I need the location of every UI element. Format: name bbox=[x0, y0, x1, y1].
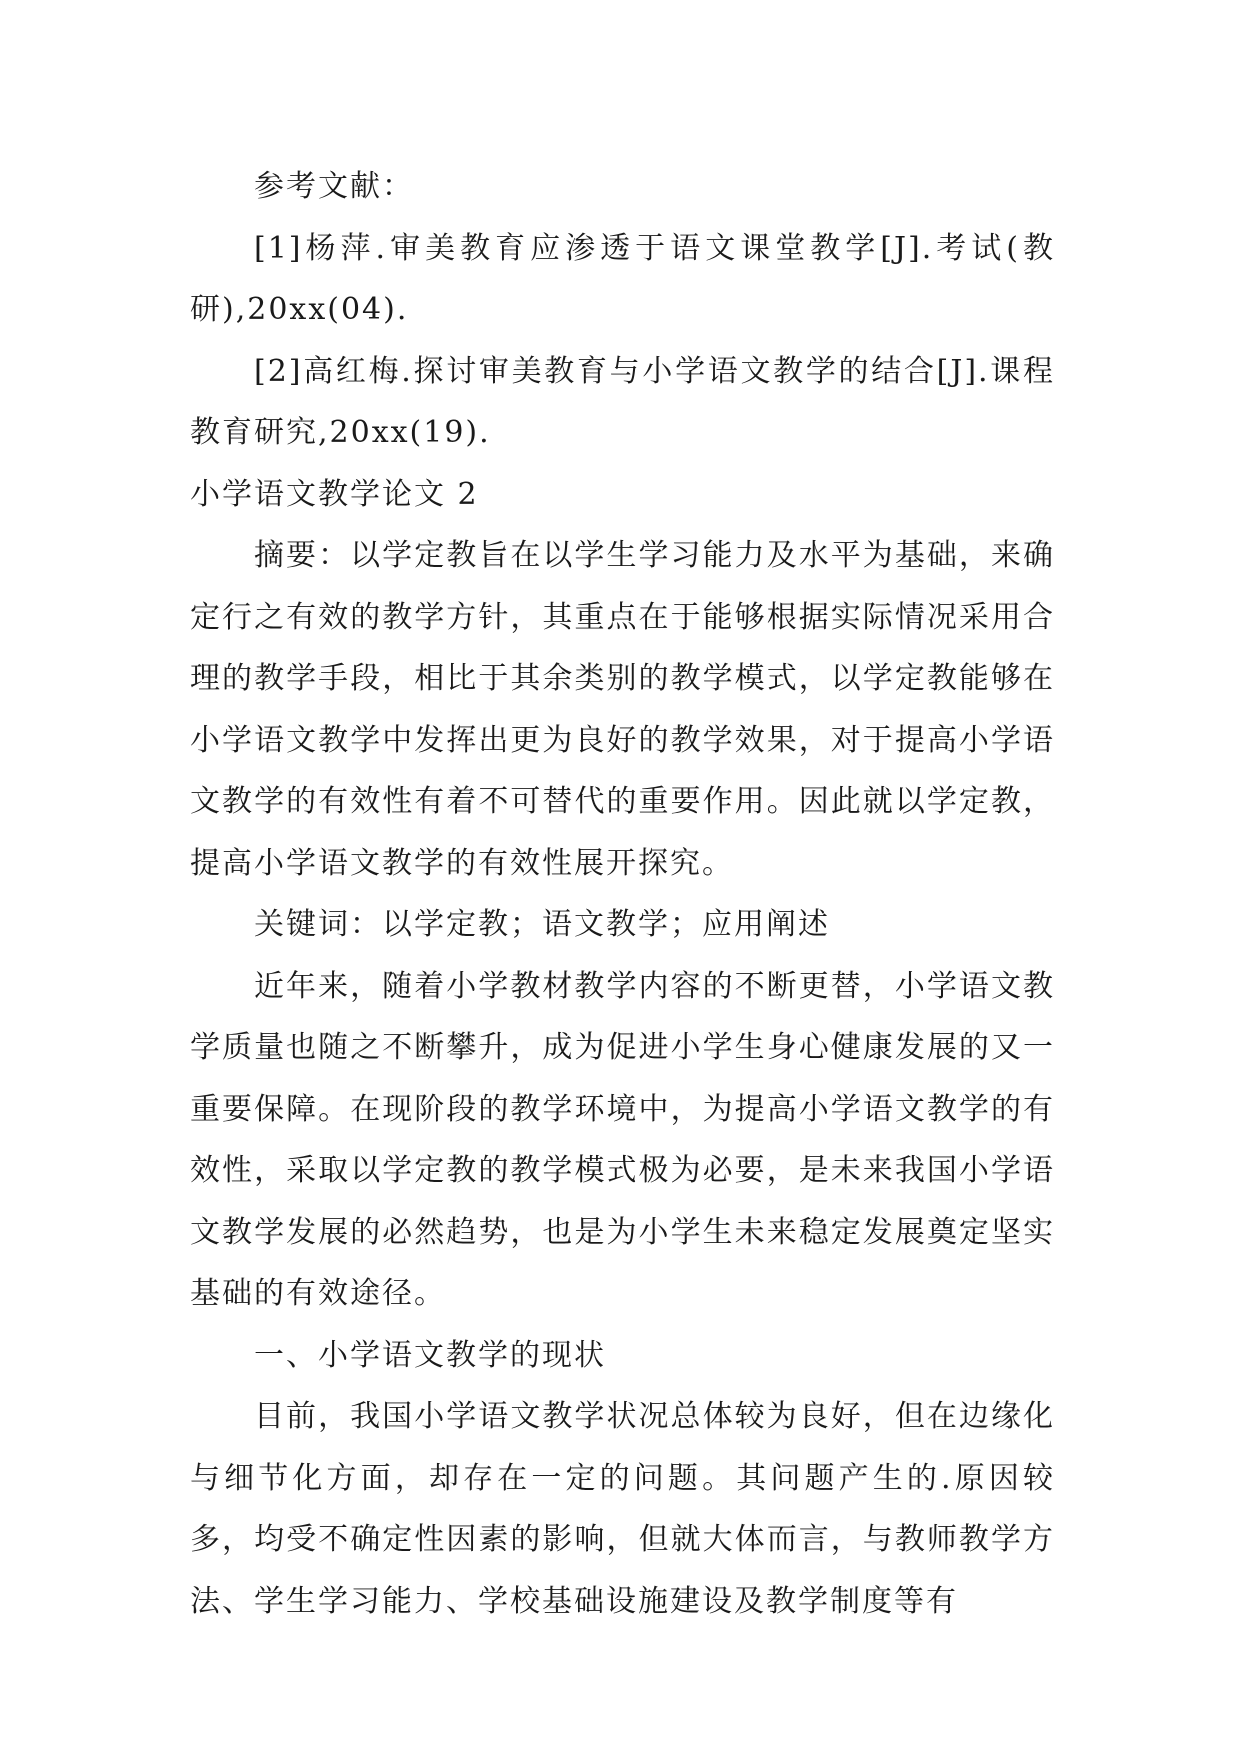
reference-item: [1]杨萍.审美教育应渗透于语文课堂教学[J].考试(教研),20xx(04). bbox=[190, 230, 1055, 327]
section-title: 小学语文教学论文 2 bbox=[190, 476, 479, 512]
document-body bbox=[190, 156, 1055, 1632]
keywords-paragraph: 关键词：以学定教；语文教学；应用阐述 bbox=[254, 907, 830, 942]
subheading: 一、小学语文教学的现状 bbox=[254, 1337, 606, 1373]
abstract-paragraph: 摘要：以学定教旨在以学生学习能力及水平为基础，来确定行之有效的教学方针，其重点在于能够根据实际情况采用合理的教学手段，相比于其余类别的教学模式，以学定教能够在小学语文教学中发挥出更为良好的教学效果，对于提高小学语文教学的有效性有着不可替代的重要作用。因此就以学定教，提高小学语文教学的有效性展开探究。 bbox=[190, 538, 1055, 881]
reference-item: [2]高红梅.探讨审美教育与小学语文教学的结合[J].课程教育研究,20xx(19). bbox=[190, 353, 1055, 450]
references-heading: 参考文献： bbox=[254, 169, 414, 204]
body-paragraph: 近年来，随着小学教材教学内容的不断更替，小学语文教学质量也随之不断攀升，成为促进小学生身心健康发展的又一重要保障。在现阶段的教学环境中，为提高小学语文教学的有效性，采取以学定教的教学模式极为必要，是未来我国小学语文教学发展的必然趋势，也是为小学生未来稳定发展奠定坚实基础的有效途径。 bbox=[190, 968, 1055, 1311]
body-paragraph: 目前，我国小学语文教学状况总体较为良好，但在边缘化与细节化方面，却存在一定的问题。其问题产生的.原因较多，均受不确定性因素的影响，但就大体而言，与教师教学方法、学生学习能力、学校基础设施建设及教学制度等有 bbox=[190, 1399, 1055, 1619]
